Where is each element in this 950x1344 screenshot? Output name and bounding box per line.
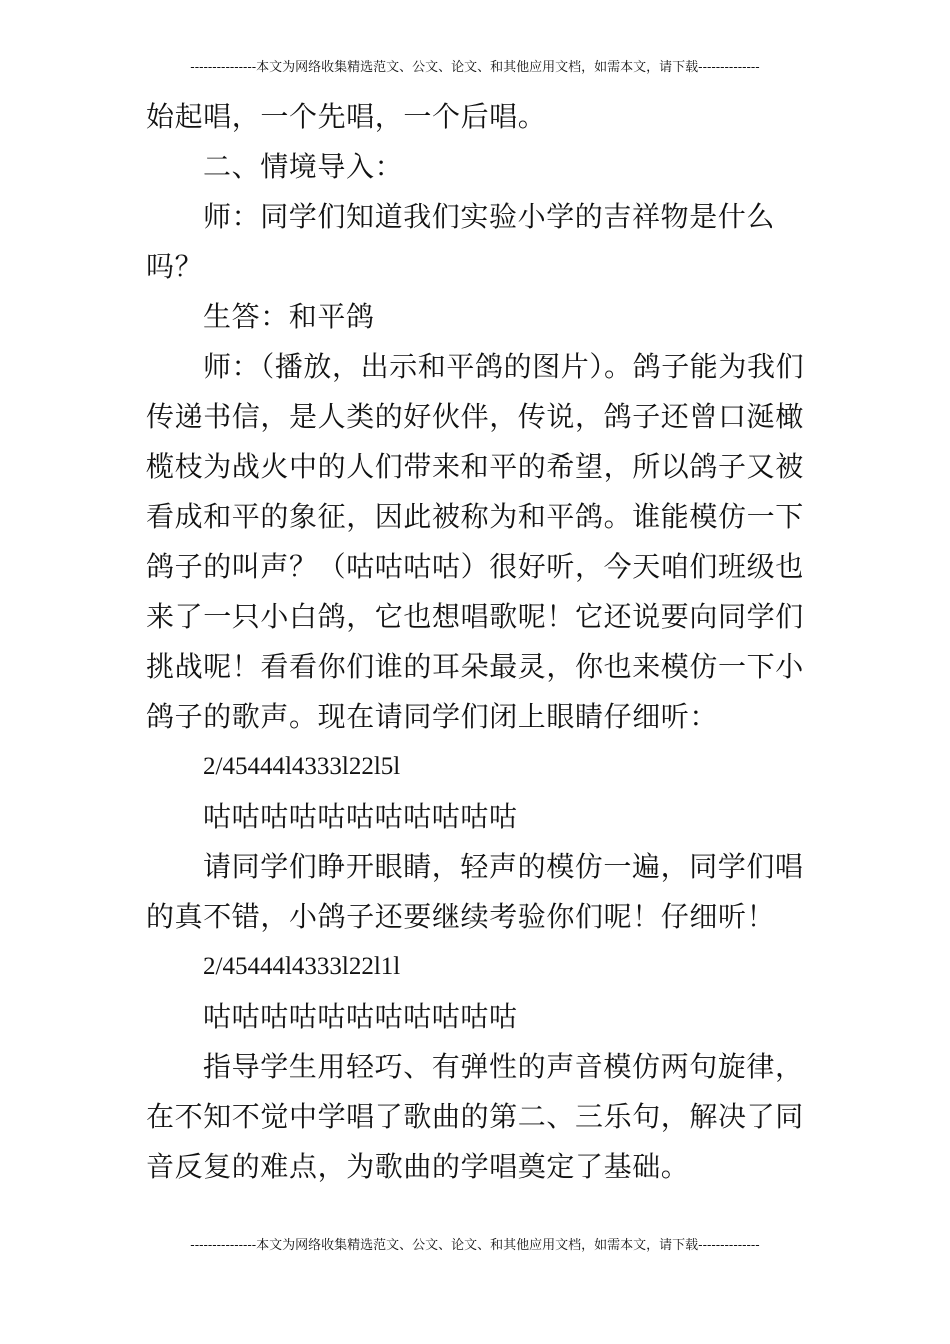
paragraph-line: 鸽子的歌声。现在请同学们闭上眼睛仔细听：	[146, 700, 719, 733]
paragraph-line: 来了一只小白鸽，它也想唱歌呢！它还说要向同学们	[146, 600, 804, 633]
paragraph-line: 在不知不觉中学唱了歌曲的第二、三乐句，解决了同	[146, 1100, 804, 1133]
paragraph-line: 音反复的难点，为歌曲的学唱奠定了基础。	[146, 1150, 690, 1183]
page-header-notice: ---------------本文为网络收集精选范文、公文、论文、和其他应用文档，如需本文，请下载--------------	[190, 60, 760, 75]
lyrics-line: 咕咕咕咕咕咕咕咕咕咕咕	[203, 1000, 518, 1033]
paragraph-line: 始起唱，一个先唱，一个后唱。	[146, 100, 547, 133]
paragraph-line: 师：（播放，出示和平鸽的图片）。鸽子能为我们	[203, 350, 805, 383]
paragraph-line: 鸽子的叫声？（咕咕咕咕）很好听，今天咱们班级也	[146, 550, 804, 583]
paragraph-line: 请同学们睁开眼睛，轻声的模仿一遍，同学们唱	[203, 850, 804, 883]
music-notation: 2/45444l4333l22l1l	[203, 953, 401, 980]
paragraph-line: 挑战呢！看看你们谁的耳朵最灵，你也来模仿一下小	[146, 650, 804, 683]
lyrics-line: 咕咕咕咕咕咕咕咕咕咕咕	[203, 800, 518, 833]
page-footer-notice: ---------------本文为网络收集精选范文、公文、论文、和其他应用文档，如需本文，请下载--------------	[190, 1238, 760, 1253]
paragraph-line: 吗？	[146, 250, 204, 283]
paragraph-line: 生答：和平鸽	[203, 300, 375, 333]
paragraph-line: 指导学生用轻巧、有弹性的声音模仿两句旋律，	[203, 1050, 804, 1083]
paragraph-line: 的真不错，小鸽子还要继续考验你们呢！仔细听！	[146, 900, 776, 933]
section-heading: 二、情境导入：	[203, 150, 404, 183]
music-notation: 2/45444l4333l22l5l	[203, 753, 401, 780]
paragraph-line: 师：同学们知道我们实验小学的吉祥物是什么	[203, 200, 776, 233]
paragraph-line: 榄枝为战火中的人们带来和平的希望，所以鸽子又被	[146, 450, 804, 483]
document-body	[146, 92, 810, 1192]
paragraph-line: 看成和平的象征，因此被称为和平鸽。谁能模仿一下	[146, 500, 804, 533]
paragraph-line: 传递书信，是人类的好伙伴，传说，鸽子还曾口涎橄	[146, 400, 804, 433]
